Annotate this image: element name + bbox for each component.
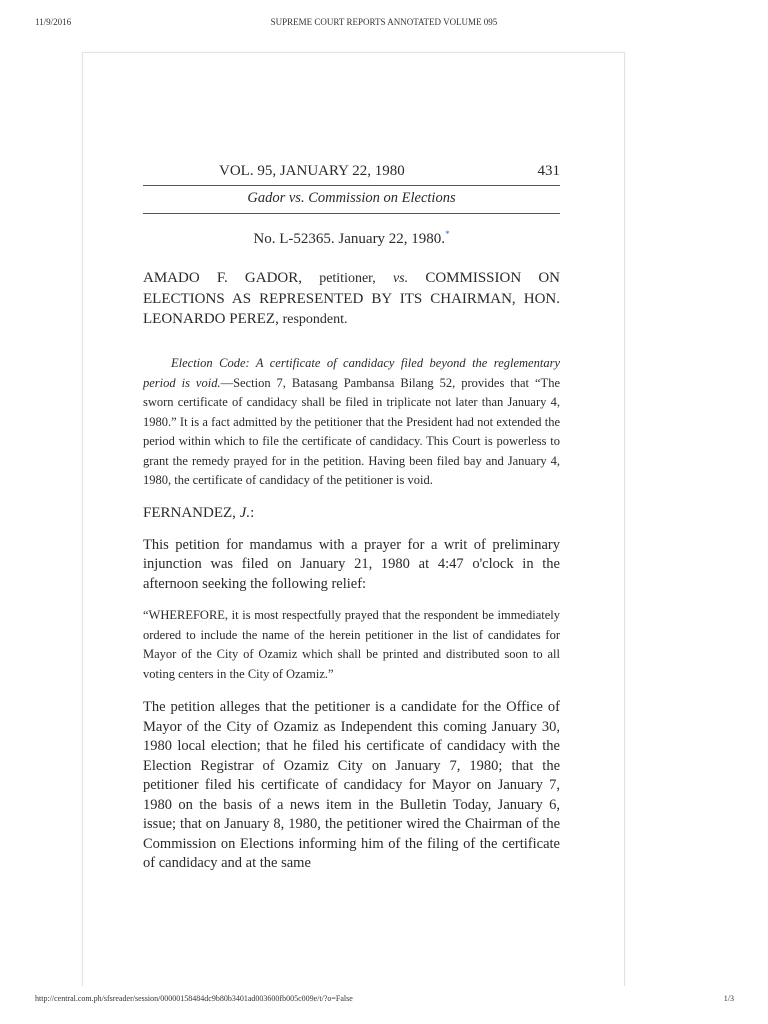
print-page-count: 1/3 — [723, 994, 734, 1003]
case-parties — [143, 268, 560, 330]
ponente-name: FERNANDEZ, — [143, 504, 236, 521]
quoted-prayer: “WHEREFORE, it is most respectfully prayed that the respondent be immediately ordered to include the name of the herein petitioner in the list of candidates for Mayor of the City of Ozamiz which shall be printed and distributed soon to all voting centers in the City of Ozamiz.” — [143, 608, 560, 681]
page-number: 431 — [537, 163, 560, 179]
syllabus-headnote: Election Code: A certificate of candidacy filed beyond the reglementary period is void. — [143, 356, 560, 390]
ponente — [143, 505, 560, 522]
docket-number — [143, 229, 560, 248]
syllabus-text: —Section 7, Batasang Pambansa Bilang 52, provides that “The sworn certificate of candidacy shall be filed in triplicate not later than January 4, 1980.” It is a fact admitted by the petitioner that the President had not extended the period within which to file the certificate of candidacy. This Court is powerless to grant the remedy prayed for in the petition. Having been filed bay and January 4, 1980, the certificate of candidacy of the petitioner is void. — [143, 375, 560, 487]
ponente-title: J. — [239, 504, 251, 521]
running-head — [143, 163, 560, 185]
versus: vs. — [392, 271, 409, 286]
print-footer — [0, 994, 768, 1006]
print-date: 11/9/2016 — [35, 17, 72, 27]
volume-date: VOL. 95, JANUARY 22, 1980 — [219, 163, 405, 179]
petitioner-role: petitioner, — [319, 271, 376, 286]
footnote-link[interactable]: * — [445, 229, 450, 239]
syllabus — [143, 354, 560, 491]
docket-text: No. L-52365. January 22, 1980. — [253, 231, 446, 247]
print-url: http://central.com.ph/sfsreader/session/00000158484dc9b80b3401ad003600fb005c009e/t/?o=False — [35, 994, 353, 1003]
respondent-name: COMMISSION ON ELECTIONS AS REPRESENTED BY ITS CHAIRMAN, HON. LEONARDO PEREZ, — [143, 270, 561, 327]
header-rule-bottom — [143, 213, 560, 214]
document-content — [143, 163, 560, 874]
respondent-role: respondent. — [282, 312, 348, 327]
body-paragraph-2: The petition alleges that the petitioner is a candidate for the Office of Mayor of the City of Ozamiz as Independent this coming January 30, 1980 local election; that he filed his certificate of candidacy with the Election Registrar of Ozamiz City on January 7, 1980; that the petitioner filed his certificate of candidacy for Mayor on January 7, 1980 on the basis of a news item in the Bulletin Today, January 6, issue; that on January 8, 1980, the petitioner wired the Chairman of the Commission on Elections informing him of the filing of the certificate of candidacy and at the same — [143, 699, 560, 871]
print-header — [0, 17, 768, 31]
print-document-title: SUPREME COURT REPORTS ANNOTATED VOLUME 095 — [270, 17, 498, 27]
petitioner-name: AMADO F. GADOR, — [143, 270, 302, 286]
body-paragraph-1: This petition for mandamus with a prayer for a writ of preliminary injunction was filed on January 21, 1980 at 4:47 o'clock in the afternoon seeking the following relief: — [143, 536, 560, 592]
ponente-colon: : — [250, 504, 255, 521]
case-short-title: Gador vs. Commission on Elections — [247, 190, 456, 206]
